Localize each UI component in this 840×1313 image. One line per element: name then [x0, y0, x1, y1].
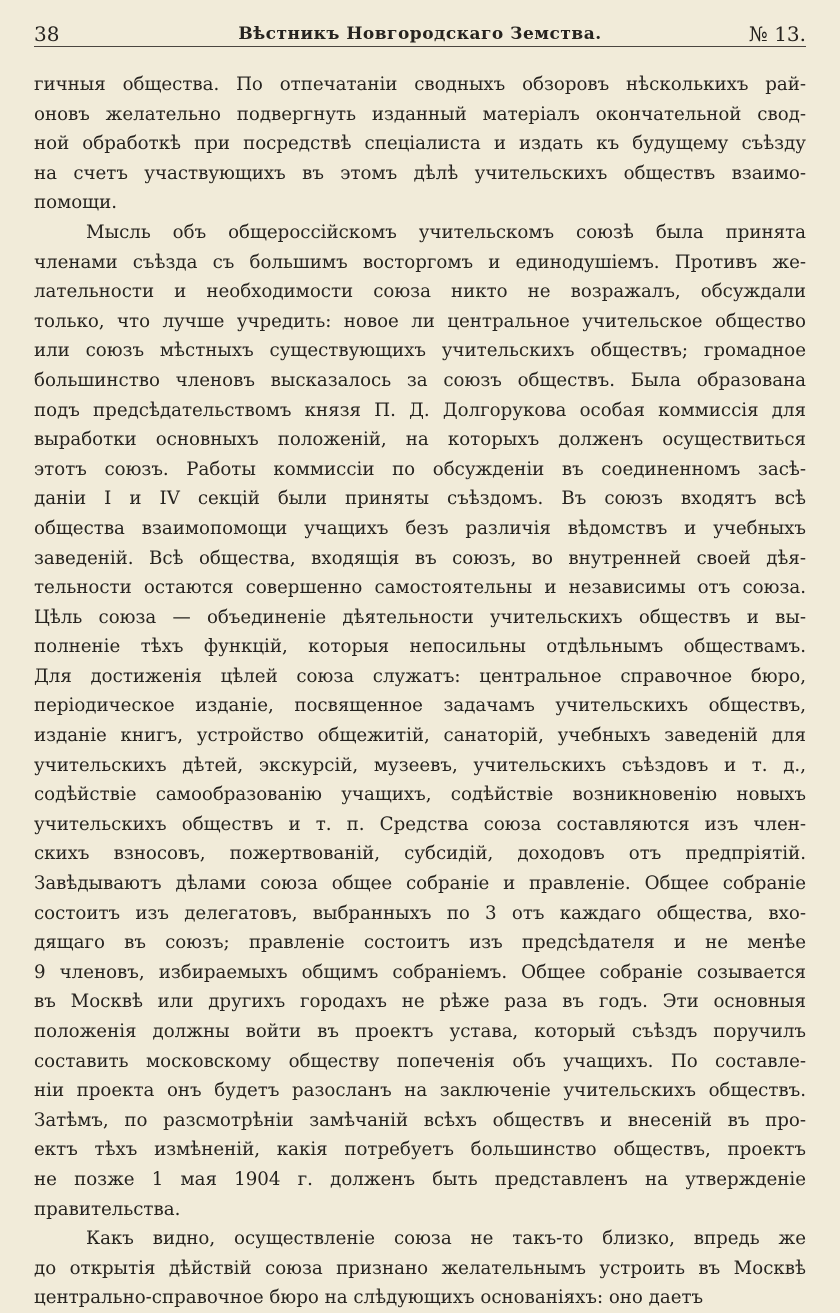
paragraph — [34, 70, 806, 218]
text-line: Затѣмъ, по разсмотрѣніи замѣчаній всѣхъ обществъ и внесеній въ про- — [34, 1109, 806, 1131]
text-line: Для достиженія цѣлей союза служатъ: центральное справочное бюро, — [34, 665, 806, 687]
text-line: учительскихъ обществъ и т. п. Средства союза составляются изъ член- — [34, 813, 806, 835]
text-line: 9 членовъ, избираемыхъ общимъ собраніемъ. Общее собраніе созывается — [34, 961, 806, 983]
text-line: ектъ тѣхъ измѣненій, какія потребуетъ большинство обществъ, проектъ — [34, 1139, 806, 1161]
text-line: содѣйствіе самообразованію учащихъ, содѣйствіе возникновенію новыхъ — [34, 784, 806, 806]
text-line: составить московскому обществу попеченія объ учащихъ. По составле- — [34, 1050, 806, 1072]
text-line: помощи. — [34, 192, 117, 214]
page-number: 38 — [34, 22, 60, 46]
page-header — [34, 20, 806, 46]
text-line: положенія должны войти въ проектъ устава, который съѣздъ поручилъ — [34, 1021, 806, 1042]
text-line: центрально-справочное бюро на слѣдующихъ основаніяхъ: оно даетъ — [34, 1287, 704, 1309]
text-line: Какъ видно, осуществленіе союза не такъ-то близко, впредь же — [86, 1228, 806, 1250]
text-line: Цѣль союза — объединеніе дѣятельности учительскихъ обществъ и вы- — [34, 606, 806, 628]
text-line: скихъ взносовъ, пожертвованій, субсидій, доходовъ отъ предпріятій. — [34, 843, 806, 865]
text-line: подъ предсѣдательствомъ князя П. Д. Долгорукова особая коммиссія для — [34, 399, 806, 421]
text-line: ной обработкѣ при посредствѣ спеціалиста и издать къ будущему съѣзду — [34, 133, 806, 155]
text-line: Мысль объ общероссійскомъ учительскомъ союзѣ была принята — [86, 221, 806, 243]
text-line: учительскихъ дѣтей, экскурсій, музеевъ, учительскихъ съѣздовъ и т. д., — [34, 754, 806, 776]
text-line: изданіе книгъ, устройство общежитій, санаторій, учебныхъ заведеній для — [34, 725, 806, 747]
text-line: членами съѣзда съ большимъ восторгомъ и единодушіемъ. Противъ же- — [34, 251, 806, 273]
header-rule — [34, 46, 806, 47]
text-line: правительства. — [34, 1198, 181, 1220]
paragraph — [34, 218, 806, 1224]
text-line: не позже 1 мая 1904 г. долженъ быть представленъ на утвержденіе — [34, 1168, 806, 1190]
text-line: этотъ союзъ. Работы коммиссіи по обсужденіи въ соединенномъ засѣ- — [34, 458, 806, 480]
text-line: лательности и необходимости союза никто не возражалъ, обсуждали — [34, 281, 806, 303]
text-line: даніи I и IV секцій были приняты съѣздомъ. Въ союзъ входятъ всѣ — [34, 488, 806, 510]
text-line: ніи проекта онъ будетъ разосланъ на заключеніе учительскихъ обществъ. — [34, 1080, 806, 1102]
text-line: только, что лучше учредить: новое ли центральное учительское общество — [34, 310, 806, 332]
text-line: общества взаимопомощи учащихъ безъ различія вѣдомствъ и учебныхъ — [34, 517, 806, 539]
text-line: періодическое изданіе, посвященное задачамъ учительскихъ обществъ, — [34, 695, 806, 717]
text-line: выработки основныхъ положеній, на которыхъ долженъ осуществиться — [34, 429, 806, 451]
running-title: Вѣстникъ Новгородскаго Земства. — [238, 24, 602, 44]
text-line: заведеній. Всѣ общества, входящія въ союзъ, во внутренней своей дѣя- — [34, 547, 806, 569]
text-line: Завѣдываютъ дѣлами союза общее собраніе и правленіе. Общее собраніе — [34, 873, 806, 895]
text-line: гичныя общества. По отпечатаніи сводныхъ обзоровъ нѣсколькихъ рай- — [34, 74, 806, 95]
text-line: дящаго въ союзъ; правленіе состоитъ изъ предсѣдателя и не менѣе — [34, 932, 806, 954]
text-line: оновъ желательно подвергнуть изданный матеріалъ окончательной свод- — [34, 103, 806, 125]
text-line: на счетъ участвующихъ въ этомъ дѣлѣ учительскихъ обществъ взаимо- — [34, 162, 806, 184]
text-line: въ Москвѣ или другихъ городахъ не рѣже раза въ годъ. Эти основныя — [34, 991, 806, 1013]
text-line: до открытія дѣйствій союза признано желательнымъ устроить въ Москвѣ — [34, 1257, 806, 1279]
text-line: тельности остаются совершенно самостоятельны и независимы отъ союза. — [34, 577, 806, 599]
paragraph — [34, 1224, 806, 1313]
text-line: или союзъ мѣстныхъ существующихъ учительскихъ обществъ; громадное — [34, 340, 806, 362]
text-line: полненіе тѣхъ функцій, которыя непосильны отдѣльнымъ обществамъ. — [34, 636, 806, 658]
issue-number: № 13. — [748, 22, 806, 46]
body-text — [34, 70, 806, 1313]
text-line: состоитъ изъ делегатовъ, выбранныхъ по 3 отъ каждаго общества, вхо- — [34, 902, 806, 924]
text-line: большинство членовъ высказалось за союзъ обществъ. Была образована — [34, 369, 806, 391]
